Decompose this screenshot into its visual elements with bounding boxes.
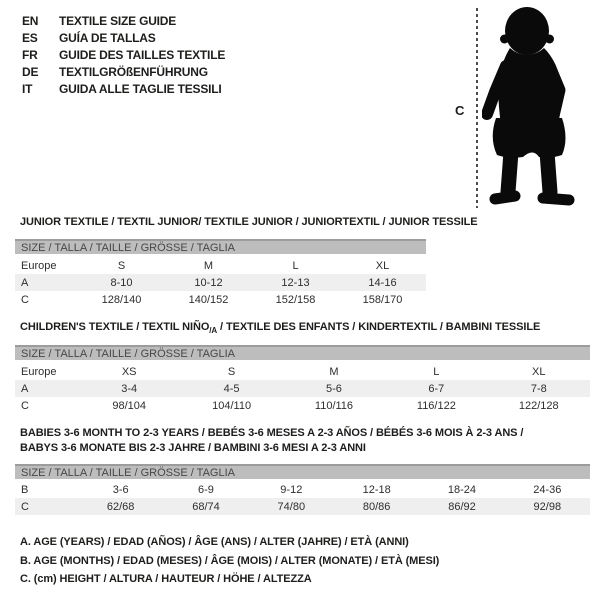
table-cell: L [292,259,299,272]
table-cell: 140/152 [188,293,229,306]
table-cell: XS [121,365,137,378]
table-cell: 9-12 [280,483,303,496]
junior-size-header-bar: SIZE / TALLA / TAILLE / GRÖSSE / TAGLIA [15,239,426,254]
table-cell: 80/86 [334,498,419,515]
table-cell: 74/80 [249,498,334,515]
junior-size-table [15,257,426,308]
table-cell: XL [532,365,546,378]
babies-table-title [20,426,523,456]
table-cell: A [15,274,78,291]
legend-line: C. (cm) HEIGHT / ALTURA / HAUTEUR / HÖHE / ALTEZZA [20,573,312,585]
children-table-title [20,320,540,338]
table-cell: L [433,365,440,378]
table-row [15,291,426,308]
table-cell: 4-5 [180,380,282,397]
table-cell: M [329,365,339,378]
table-cell: 68/74 [163,498,248,515]
language-code: IT [22,82,33,96]
table-cell: XL [375,259,390,272]
table-cell: 116/122 [416,399,456,412]
table-cell: 18-24 [447,483,477,496]
language-label: GUIDE DES TAILLES TEXTILE [59,48,226,62]
table-cell: 24-36 [533,483,562,496]
height-measure-label: C [455,103,465,118]
table-cell: 104/110 [212,399,252,412]
children-size-header-bar: SIZE / TALLA / TAILLE / GRÖSSE / TAGLIA [15,345,590,360]
table-cell: 10-12 [165,274,252,291]
table-row [15,481,590,498]
table-cell: 128/140 [101,293,142,306]
figure-area [0,0,600,215]
legend [20,533,439,589]
table-cell: C [15,498,78,515]
table-row [15,498,590,515]
table-cell: 86/92 [419,498,504,515]
babies-size-table [15,481,590,515]
table-row [15,274,426,291]
table-title-line: BABYS 3-6 MONATE BIS 2-3 JAHRE / BAMBINI 3-6 MESI A 2-3 ANNI [20,442,366,454]
language-label: GUIDA ALLE TAGLIE TESSILI [59,82,222,96]
language-code: DE [22,65,39,79]
legend-line: A. AGE (YEARS) / EDAD (AÑOS) / ÂGE (ANS) / ALTER (JAHRE) / ETÀ (ANNI) [20,536,409,548]
table-row [15,363,590,380]
table-cell: C [21,399,29,412]
table-cell: C [21,293,29,306]
table-title-line: JUNIOR TEXTILE / TEXTIL JUNIOR/ TEXTILE JUNIOR / JUNIORTEXTIL / JUNIOR TESSILE [20,216,478,228]
table-cell: 8-10 [78,274,165,291]
table-cell: 12-18 [362,483,391,496]
table-cell: 6-9 [198,483,214,496]
table-cell: 5-6 [283,380,385,397]
babies-size-header-bar: SIZE / TALLA / TAILLE / GRÖSSE / TAGLIA [15,464,590,479]
table-cell: 122/128 [518,399,559,412]
table-cell: Europe [21,259,57,272]
table-cell: 110/116 [314,399,354,412]
table-cell: A [15,380,78,397]
table-row [15,397,590,414]
table-title-line: BABIES 3-6 MONTH TO 2-3 YEARS / BEBÉS 3-6 MESES A 2-3 AÑOS / BÉBÉS 3-6 MOIS À 2-3 ANS / [20,427,524,439]
height-dotted-line [476,8,478,208]
table-cell: 158/170 [362,293,403,306]
table-cell: 92/98 [505,498,590,515]
table-cell: 7-8 [488,380,590,397]
language-label: TEXTILE SIZE GUIDE [59,14,177,28]
language-code: EN [22,14,39,28]
table-cell: 98/104 [112,399,147,412]
table-cell: 6-7 [385,380,487,397]
junior-table-title [20,215,478,230]
legend-line: B. AGE (MONTHS) / EDAD (MESES) / ÂGE (MOIS) / ALTER (MONATE) / ETÀ (MESI) [20,554,440,567]
table-cell: 12-13 [252,274,339,291]
table-cell: 3-4 [78,380,180,397]
table-cell: 3-6 [112,483,129,496]
table-cell: 14-16 [339,274,426,291]
table-cell: S [227,365,236,378]
table-cell: S [117,259,126,272]
table-title-line: CHILDREN'S TEXTILE / TEXTIL $NIÑO_{/A}$ / TEXTILE DES ENFANTS / KINDERTEXTIL / BAMBINI TESSILE [20,321,541,336]
language-code: FR [22,48,38,62]
table-cell: B [21,483,29,496]
language-label: TEXTILGRÖßENFÜHRUNG [59,65,208,79]
table-row [15,257,426,274]
table-cell: 152/158 [275,293,316,306]
language-label: GUÍA DE TALLAS [59,31,156,45]
language-code: ES [22,31,38,45]
table-cell: M [203,259,214,272]
toddler-silhouette-icon [482,2,595,213]
table-row [15,380,590,397]
table-cell: 62/68 [78,498,163,515]
children-size-table [15,363,590,414]
table-cell: Europe [21,365,57,378]
